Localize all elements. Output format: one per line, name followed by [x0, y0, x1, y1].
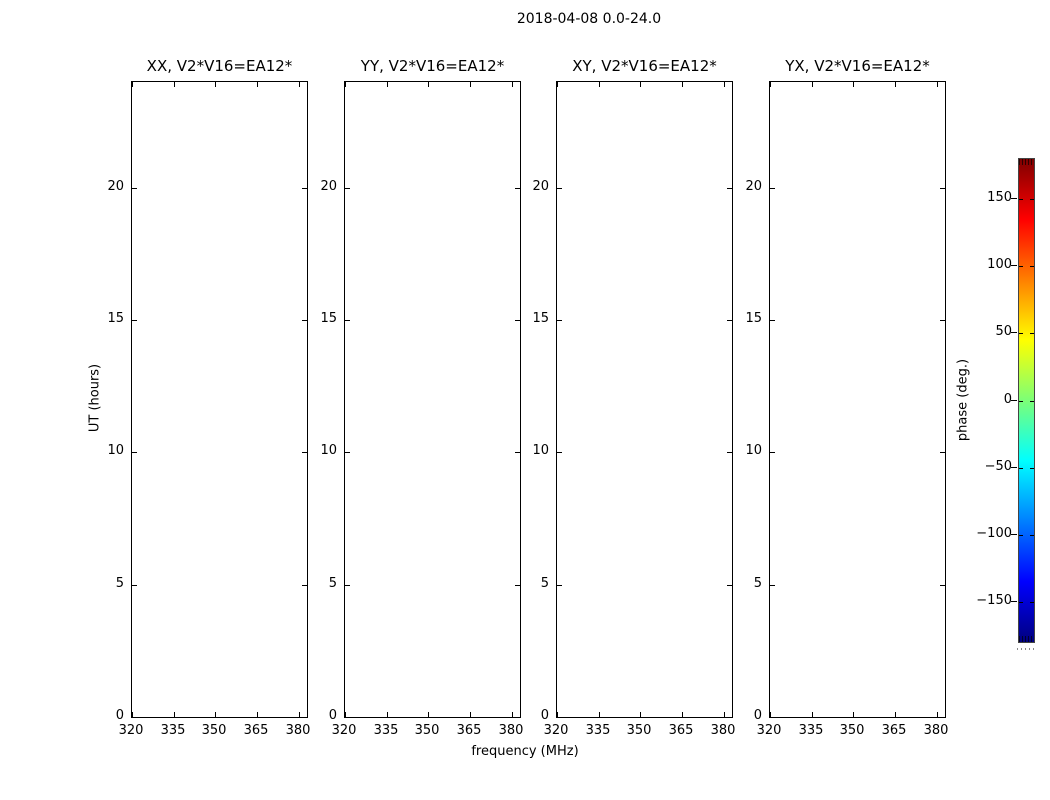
x-tick-mark	[257, 712, 258, 717]
x-tick-label: 350	[839, 723, 865, 738]
y-tick-label: 5	[753, 576, 762, 591]
x-tick-mark	[724, 82, 725, 87]
y-tick-mark	[132, 717, 137, 718]
y-tick-mark	[770, 717, 775, 718]
colorbar-tick-label: −50	[984, 459, 1012, 474]
y-tick-label: 5	[115, 576, 124, 591]
colorbar-tick-mark	[1030, 602, 1034, 603]
x-tick-label: 335	[798, 723, 824, 738]
y-tick-mark	[557, 717, 562, 718]
subplot-box	[769, 81, 946, 718]
x-tick-label: 320	[756, 723, 782, 738]
y-tick-label: 5	[540, 576, 549, 591]
colorbar-tick-mark	[1019, 535, 1023, 536]
x-tick-label: 365	[668, 723, 694, 738]
x-tick-mark	[640, 712, 641, 717]
y-tick-label: 20	[532, 179, 549, 194]
subplot-title: XY, V2*V16=EA12*	[572, 57, 717, 75]
x-tick-mark	[853, 82, 854, 87]
y-tick-mark	[557, 320, 562, 321]
x-tick-label: 365	[456, 723, 482, 738]
y-tick-label: 15	[532, 311, 549, 326]
colorbar-tick-mark	[1030, 401, 1034, 402]
y-tick-label: 15	[107, 311, 124, 326]
figure-title: 2018-04-08 0.0-24.0	[516, 11, 662, 27]
y-tick-label: 20	[745, 179, 762, 194]
subplot-box	[556, 81, 733, 718]
colorbar-tick-label: 50	[995, 324, 1012, 339]
y-tick-mark	[940, 452, 945, 453]
x-tick-label: 320	[331, 723, 357, 738]
y-tick-label: 0	[328, 708, 337, 723]
colorbar	[1018, 158, 1035, 643]
x-tick-mark	[599, 712, 600, 717]
x-tick-mark	[428, 82, 429, 87]
x-tick-mark	[512, 82, 513, 87]
colorbar-tick-mark	[1019, 468, 1023, 469]
colorbar-tick-label: 150	[987, 190, 1012, 205]
y-tick-mark	[557, 188, 562, 189]
x-tick-label: 335	[585, 723, 611, 738]
colorbar-tick-mark	[1030, 266, 1034, 267]
x-tick-label: 380	[923, 723, 949, 738]
y-tick-mark	[132, 452, 137, 453]
y-tick-mark	[132, 320, 137, 321]
x-tick-label: 365	[243, 723, 269, 738]
x-tick-label: 380	[710, 723, 736, 738]
x-tick-label: 350	[626, 723, 652, 738]
y-tick-mark	[940, 188, 945, 189]
x-tick-mark	[470, 712, 471, 717]
x-tick-mark	[895, 82, 896, 87]
subplot-box	[344, 81, 521, 718]
colorbar-tick-mark	[1030, 535, 1034, 536]
colorbar-tick-label: 0	[1003, 392, 1012, 407]
colorbar-tick-mark	[1019, 266, 1023, 267]
y-tick-label: 15	[745, 311, 762, 326]
x-tick-mark	[599, 82, 600, 87]
x-tick-mark	[470, 82, 471, 87]
colorbar-tick-mark	[1019, 199, 1023, 200]
y-tick-label: 20	[320, 179, 337, 194]
x-tick-mark	[937, 712, 938, 717]
y-tick-label: 20	[107, 179, 124, 194]
x-tick-mark	[853, 712, 854, 717]
subplot-title: XX, V2*V16=EA12*	[146, 57, 293, 75]
x-tick-label: 365	[881, 723, 907, 738]
subplot-title: YX, V2*V16=EA12*	[785, 57, 930, 75]
colorbar-bottom-hatch	[1019, 636, 1034, 642]
x-tick-mark	[299, 82, 300, 87]
colorbar-tick-mark	[1030, 333, 1034, 334]
x-tick-label: 380	[498, 723, 524, 738]
x-tick-mark	[387, 712, 388, 717]
y-tick-label: 10	[745, 443, 762, 458]
y-tick-mark	[940, 717, 945, 718]
colorbar-top-hatch	[1019, 159, 1034, 165]
x-tick-label: 320	[118, 723, 144, 738]
colorbar-tick-mark	[1030, 199, 1034, 200]
x-tick-mark	[387, 82, 388, 87]
y-tick-label: 15	[320, 311, 337, 326]
y-tick-mark	[345, 452, 350, 453]
y-tick-label: 5	[328, 576, 337, 591]
y-tick-mark	[345, 188, 350, 189]
colorbar-tick-label: 100	[987, 257, 1012, 272]
y-tick-mark	[770, 452, 775, 453]
x-tick-mark	[345, 82, 346, 87]
y-tick-mark	[940, 585, 945, 586]
y-axis-label: UT (hours)	[87, 363, 103, 433]
x-tick-mark	[557, 82, 558, 87]
x-tick-mark	[812, 712, 813, 717]
colorbar-tick-label: −100	[976, 526, 1012, 541]
x-tick-mark	[937, 82, 938, 87]
x-tick-label: 335	[373, 723, 399, 738]
x-tick-label: 335	[160, 723, 186, 738]
x-tick-mark	[215, 82, 216, 87]
y-tick-mark	[132, 585, 137, 586]
y-tick-label: 10	[532, 443, 549, 458]
y-tick-mark	[345, 585, 350, 586]
colorbar-tick-mark	[1019, 602, 1023, 603]
x-tick-label: 350	[201, 723, 227, 738]
y-tick-mark	[557, 585, 562, 586]
colorbar-tick-mark	[1019, 401, 1023, 402]
x-tick-mark	[812, 82, 813, 87]
y-tick-label: 10	[107, 443, 124, 458]
x-tick-mark	[770, 82, 771, 87]
colorbar-bottom-dots	[1017, 648, 1036, 650]
colorbar-tick-mark	[1019, 333, 1023, 334]
y-tick-label: 10	[320, 443, 337, 458]
x-tick-mark	[174, 82, 175, 87]
y-tick-mark	[345, 717, 350, 718]
y-tick-mark	[940, 320, 945, 321]
x-tick-mark	[215, 712, 216, 717]
x-axis-label: frequency (MHz)	[471, 744, 579, 759]
x-tick-mark	[174, 712, 175, 717]
x-tick-mark	[682, 82, 683, 87]
x-tick-label: 320	[543, 723, 569, 738]
subplot-box	[131, 81, 308, 718]
x-tick-label: 380	[285, 723, 311, 738]
x-tick-mark	[895, 712, 896, 717]
y-tick-mark	[770, 188, 775, 189]
colorbar-label: phase (deg.)	[955, 358, 971, 442]
x-tick-mark	[132, 82, 133, 87]
y-tick-label: 0	[115, 708, 124, 723]
colorbar-tick-label: −150	[976, 593, 1012, 608]
y-tick-mark	[770, 585, 775, 586]
y-tick-mark	[345, 320, 350, 321]
x-tick-label: 350	[414, 723, 440, 738]
subplot-title: YY, V2*V16=EA12*	[360, 57, 505, 75]
x-tick-mark	[682, 712, 683, 717]
y-tick-mark	[770, 320, 775, 321]
x-tick-mark	[428, 712, 429, 717]
x-tick-mark	[257, 82, 258, 87]
colorbar-tick-mark	[1030, 468, 1034, 469]
x-tick-mark	[640, 82, 641, 87]
y-tick-mark	[557, 452, 562, 453]
y-tick-label: 0	[540, 708, 549, 723]
y-tick-mark	[132, 188, 137, 189]
y-tick-label: 0	[753, 708, 762, 723]
